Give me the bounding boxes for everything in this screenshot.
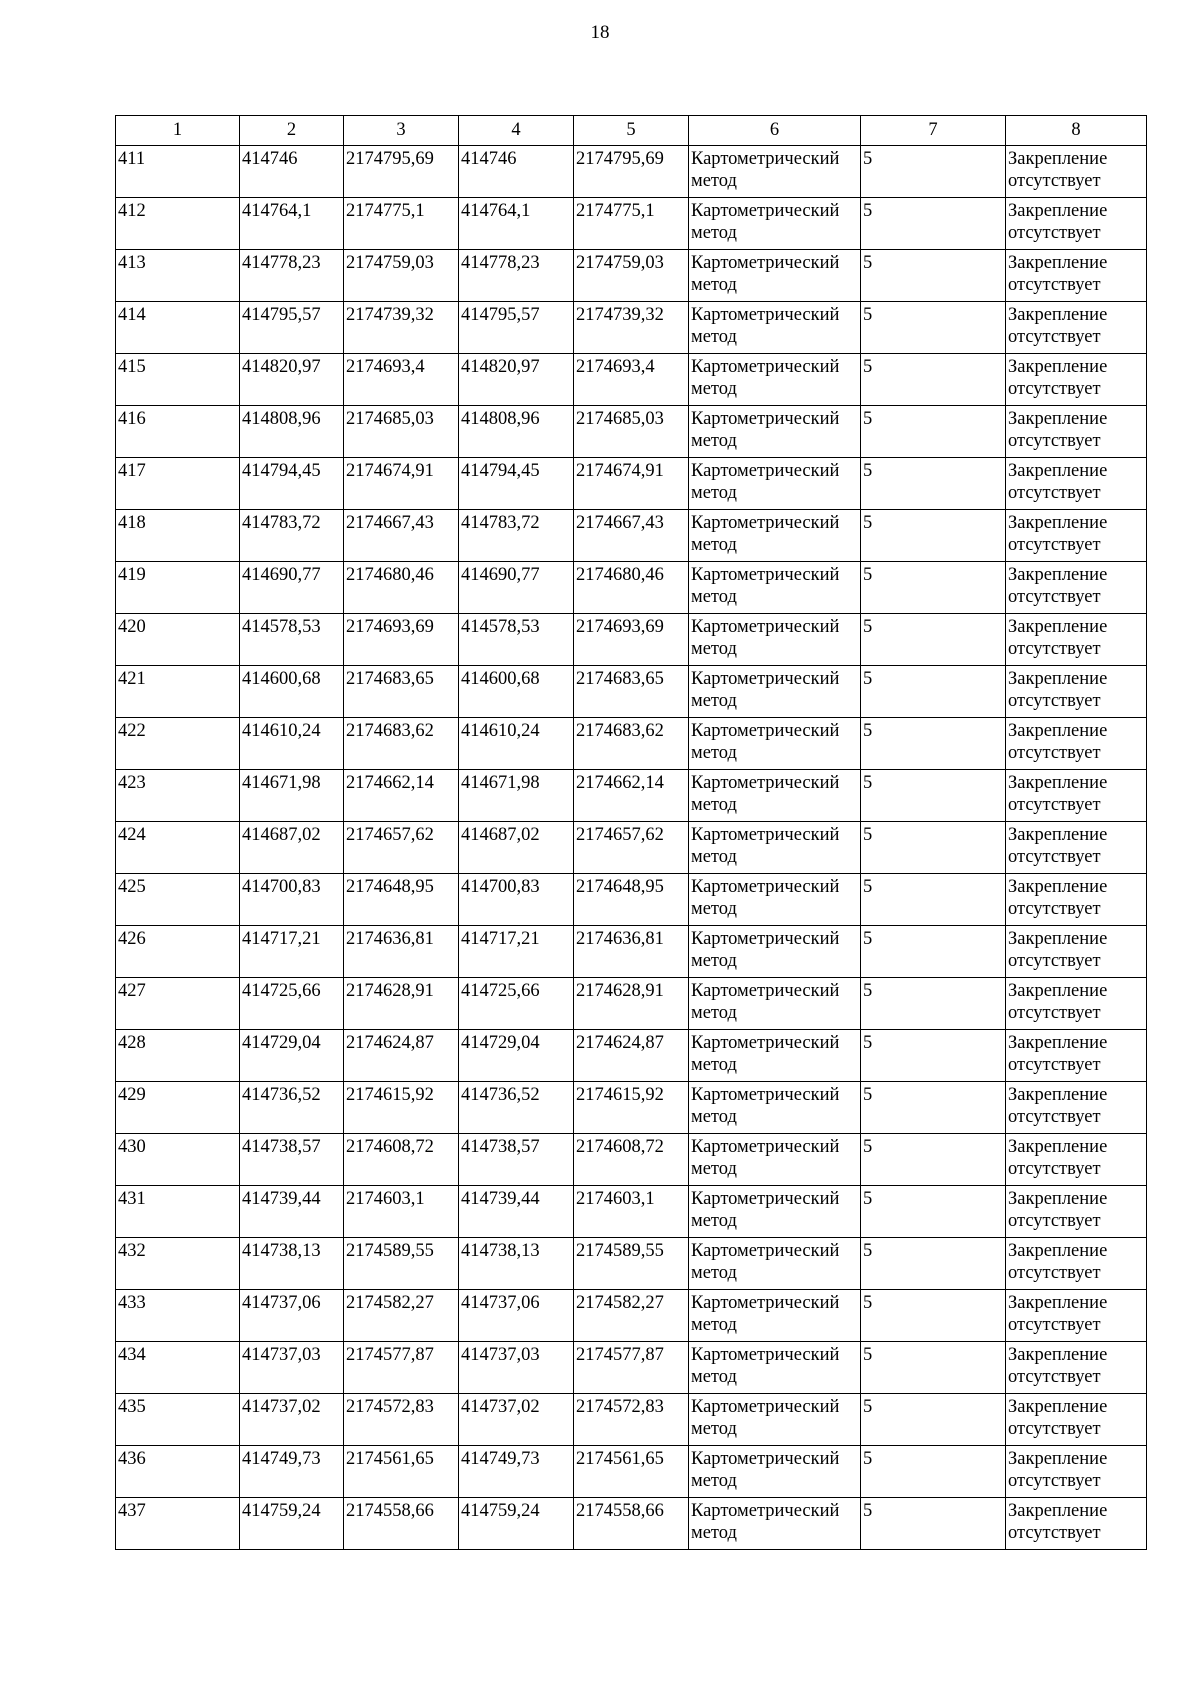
cell-y-coordinate: 2174739,32	[344, 302, 459, 354]
cell-y-coordinate: 2174603,1	[344, 1186, 459, 1238]
cell-x-coordinate-2: 414578,53	[459, 614, 574, 666]
cell-y-coordinate: 2174582,27	[344, 1290, 459, 1342]
cell-x-coordinate: 414687,02	[240, 822, 344, 874]
table-row	[116, 614, 1147, 666]
table-row	[116, 1030, 1147, 1082]
cell-point-number: 419	[116, 562, 240, 614]
cell-x-coordinate: 414794,45	[240, 458, 344, 510]
cell-fixing-description: Закрепление отсутствует	[1006, 718, 1147, 770]
cell-y-coordinate-2: 2174759,03	[574, 250, 689, 302]
cell-x-coordinate-2: 414671,98	[459, 770, 574, 822]
cell-y-coordinate-2: 2174775,1	[574, 198, 689, 250]
table-row	[116, 822, 1147, 874]
cell-y-coordinate-2: 2174657,62	[574, 822, 689, 874]
cell-x-coordinate: 414737,02	[240, 1394, 344, 1446]
cell-accuracy: 5	[861, 718, 1006, 770]
cell-accuracy: 5	[861, 354, 1006, 406]
cell-accuracy: 5	[861, 1498, 1006, 1550]
cell-x-coordinate-2: 414820,97	[459, 354, 574, 406]
cell-accuracy: 5	[861, 562, 1006, 614]
cell-point-number: 436	[116, 1446, 240, 1498]
cell-fixing-description: Закрепление отсутствует	[1006, 250, 1147, 302]
cell-accuracy: 5	[861, 1030, 1006, 1082]
cell-point-number: 411	[116, 146, 240, 198]
cell-y-coordinate-2: 2174674,91	[574, 458, 689, 510]
cell-y-coordinate: 2174615,92	[344, 1082, 459, 1134]
cell-y-coordinate-2: 2174608,72	[574, 1134, 689, 1186]
cell-point-number: 415	[116, 354, 240, 406]
cell-fixing-description: Закрепление отсутствует	[1006, 770, 1147, 822]
cell-x-coordinate: 414736,52	[240, 1082, 344, 1134]
cell-x-coordinate: 414717,21	[240, 926, 344, 978]
cell-point-number: 423	[116, 770, 240, 822]
cell-y-coordinate-2: 2174582,27	[574, 1290, 689, 1342]
cell-y-coordinate: 2174657,62	[344, 822, 459, 874]
cell-y-coordinate: 2174628,91	[344, 978, 459, 1030]
cell-y-coordinate: 2174683,65	[344, 666, 459, 718]
cell-point-number: 433	[116, 1290, 240, 1342]
cell-x-coordinate-2: 414808,96	[459, 406, 574, 458]
cell-fixing-description: Закрепление отсутствует	[1006, 1030, 1147, 1082]
cell-method: Картометрический метод	[689, 406, 861, 458]
table-row	[116, 1342, 1147, 1394]
cell-y-coordinate-2: 2174662,14	[574, 770, 689, 822]
cell-fixing-description: Закрепление отсутствует	[1006, 354, 1147, 406]
cell-x-coordinate: 414610,24	[240, 718, 344, 770]
cell-accuracy: 5	[861, 1342, 1006, 1394]
cell-fixing-description: Закрепление отсутствует	[1006, 1186, 1147, 1238]
cell-y-coordinate-2: 2174628,91	[574, 978, 689, 1030]
cell-fixing-description: Закрепление отсутствует	[1006, 1446, 1147, 1498]
cell-x-coordinate-2: 414736,52	[459, 1082, 574, 1134]
table-row	[116, 978, 1147, 1030]
cell-y-coordinate-2: 2174572,83	[574, 1394, 689, 1446]
cell-method: Картометрический метод	[689, 770, 861, 822]
table-row	[116, 458, 1147, 510]
cell-accuracy: 5	[861, 1394, 1006, 1446]
cell-x-coordinate-2: 414783,72	[459, 510, 574, 562]
cell-point-number: 420	[116, 614, 240, 666]
cell-x-coordinate-2: 414737,03	[459, 1342, 574, 1394]
cell-y-coordinate-2: 2174558,66	[574, 1498, 689, 1550]
cell-x-coordinate-2: 414600,68	[459, 666, 574, 718]
table-header-row	[116, 116, 1147, 146]
cell-y-coordinate: 2174636,81	[344, 926, 459, 978]
table-row	[116, 666, 1147, 718]
cell-method: Картометрический метод	[689, 302, 861, 354]
cell-y-coordinate-2: 2174795,69	[574, 146, 689, 198]
coordinates-table	[115, 115, 1147, 1550]
cell-accuracy: 5	[861, 926, 1006, 978]
cell-fixing-description: Закрепление отсутствует	[1006, 1498, 1147, 1550]
cell-method: Картометрический метод	[689, 354, 861, 406]
cell-y-coordinate: 2174558,66	[344, 1498, 459, 1550]
cell-fixing-description: Закрепление отсутствует	[1006, 302, 1147, 354]
cell-x-coordinate-2: 414746	[459, 146, 574, 198]
cell-fixing-description: Закрепление отсутствует	[1006, 926, 1147, 978]
cell-point-number: 418	[116, 510, 240, 562]
cell-x-coordinate: 414690,77	[240, 562, 344, 614]
cell-y-coordinate: 2174795,69	[344, 146, 459, 198]
table-row	[116, 1446, 1147, 1498]
cell-y-coordinate-2: 2174683,62	[574, 718, 689, 770]
column-header-7: 7	[861, 116, 1006, 146]
cell-y-coordinate-2: 2174561,65	[574, 1446, 689, 1498]
table-row	[116, 1186, 1147, 1238]
cell-point-number: 435	[116, 1394, 240, 1446]
cell-y-coordinate: 2174624,87	[344, 1030, 459, 1082]
cell-accuracy: 5	[861, 978, 1006, 1030]
cell-point-number: 421	[116, 666, 240, 718]
cell-point-number: 430	[116, 1134, 240, 1186]
cell-x-coordinate-2: 414778,23	[459, 250, 574, 302]
cell-method: Картометрический метод	[689, 458, 861, 510]
table-row	[116, 562, 1147, 614]
cell-y-coordinate: 2174589,55	[344, 1238, 459, 1290]
cell-point-number: 424	[116, 822, 240, 874]
table-row	[116, 1238, 1147, 1290]
cell-fixing-description: Закрепление отсутствует	[1006, 146, 1147, 198]
cell-y-coordinate-2: 2174589,55	[574, 1238, 689, 1290]
cell-accuracy: 5	[861, 1290, 1006, 1342]
cell-x-coordinate: 414738,57	[240, 1134, 344, 1186]
table-row	[116, 302, 1147, 354]
cell-fixing-description: Закрепление отсутствует	[1006, 822, 1147, 874]
table-row	[116, 770, 1147, 822]
cell-y-coordinate: 2174685,03	[344, 406, 459, 458]
cell-accuracy: 5	[861, 666, 1006, 718]
cell-y-coordinate-2: 2174603,1	[574, 1186, 689, 1238]
cell-x-coordinate-2: 414795,57	[459, 302, 574, 354]
cell-method: Картометрический метод	[689, 1238, 861, 1290]
column-header-5: 5	[574, 116, 689, 146]
cell-x-coordinate: 414764,1	[240, 198, 344, 250]
cell-fixing-description: Закрепление отсутствует	[1006, 666, 1147, 718]
table-row	[116, 354, 1147, 406]
cell-point-number: 432	[116, 1238, 240, 1290]
cell-method: Картометрический метод	[689, 250, 861, 302]
cell-x-coordinate-2: 414737,06	[459, 1290, 574, 1342]
cell-accuracy: 5	[861, 874, 1006, 926]
cell-x-coordinate: 414700,83	[240, 874, 344, 926]
cell-method: Картометрический метод	[689, 1342, 861, 1394]
cell-method: Картометрический метод	[689, 562, 861, 614]
cell-point-number: 429	[116, 1082, 240, 1134]
table-row	[116, 1082, 1147, 1134]
cell-y-coordinate: 2174667,43	[344, 510, 459, 562]
table-row	[116, 1290, 1147, 1342]
cell-x-coordinate-2: 414729,04	[459, 1030, 574, 1082]
cell-fixing-description: Закрепление отсутствует	[1006, 458, 1147, 510]
cell-fixing-description: Закрепление отсутствует	[1006, 1082, 1147, 1134]
cell-y-coordinate-2: 2174685,03	[574, 406, 689, 458]
cell-y-coordinate: 2174577,87	[344, 1342, 459, 1394]
column-header-2: 2	[240, 116, 344, 146]
table-row	[116, 718, 1147, 770]
table-row	[116, 874, 1147, 926]
cell-x-coordinate-2: 414717,21	[459, 926, 574, 978]
cell-y-coordinate: 2174648,95	[344, 874, 459, 926]
table-row	[116, 926, 1147, 978]
cell-y-coordinate-2: 2174693,69	[574, 614, 689, 666]
cell-method: Картометрический метод	[689, 666, 861, 718]
cell-x-coordinate: 414783,72	[240, 510, 344, 562]
cell-fixing-description: Закрепление отсутствует	[1006, 1238, 1147, 1290]
cell-accuracy: 5	[861, 302, 1006, 354]
cell-accuracy: 5	[861, 1082, 1006, 1134]
cell-point-number: 425	[116, 874, 240, 926]
cell-y-coordinate-2: 2174624,87	[574, 1030, 689, 1082]
cell-fixing-description: Закрепление отсутствует	[1006, 406, 1147, 458]
cell-x-coordinate-2: 414738,57	[459, 1134, 574, 1186]
page-number: 18	[590, 22, 610, 43]
cell-y-coordinate-2: 2174615,92	[574, 1082, 689, 1134]
cell-x-coordinate: 414746	[240, 146, 344, 198]
table-row	[116, 1394, 1147, 1446]
cell-y-coordinate-2: 2174636,81	[574, 926, 689, 978]
cell-y-coordinate: 2174693,4	[344, 354, 459, 406]
cell-point-number: 416	[116, 406, 240, 458]
cell-fixing-description: Закрепление отсутствует	[1006, 1134, 1147, 1186]
cell-fixing-description: Закрепление отсутствует	[1006, 614, 1147, 666]
cell-x-coordinate-2: 414738,13	[459, 1238, 574, 1290]
cell-fixing-description: Закрепление отсутствует	[1006, 198, 1147, 250]
cell-point-number: 422	[116, 718, 240, 770]
cell-point-number: 413	[116, 250, 240, 302]
cell-method: Картометрический метод	[689, 510, 861, 562]
column-header-3: 3	[344, 116, 459, 146]
cell-y-coordinate-2: 2174648,95	[574, 874, 689, 926]
cell-x-coordinate: 414808,96	[240, 406, 344, 458]
table-row	[116, 250, 1147, 302]
cell-x-coordinate-2: 414690,77	[459, 562, 574, 614]
cell-method: Картометрический метод	[689, 1186, 861, 1238]
cell-method: Картометрический метод	[689, 1394, 861, 1446]
cell-y-coordinate-2: 2174577,87	[574, 1342, 689, 1394]
cell-method: Картометрический метод	[689, 1446, 861, 1498]
cell-point-number: 417	[116, 458, 240, 510]
cell-x-coordinate: 414759,24	[240, 1498, 344, 1550]
cell-y-coordinate-2: 2174739,32	[574, 302, 689, 354]
column-header-1: 1	[116, 116, 240, 146]
cell-y-coordinate: 2174608,72	[344, 1134, 459, 1186]
cell-point-number: 437	[116, 1498, 240, 1550]
cell-method: Картометрический метод	[689, 978, 861, 1030]
cell-x-coordinate-2: 414794,45	[459, 458, 574, 510]
cell-x-coordinate: 414600,68	[240, 666, 344, 718]
cell-accuracy: 5	[861, 614, 1006, 666]
cell-point-number: 434	[116, 1342, 240, 1394]
column-header-6: 6	[689, 116, 861, 146]
cell-method: Картометрический метод	[689, 718, 861, 770]
cell-y-coordinate: 2174693,69	[344, 614, 459, 666]
cell-accuracy: 5	[861, 198, 1006, 250]
cell-accuracy: 5	[861, 1134, 1006, 1186]
cell-method: Картометрический метод	[689, 874, 861, 926]
cell-fixing-description: Закрепление отсутствует	[1006, 1394, 1147, 1446]
cell-x-coordinate-2: 414759,24	[459, 1498, 574, 1550]
cell-x-coordinate-2: 414725,66	[459, 978, 574, 1030]
cell-x-coordinate: 414749,73	[240, 1446, 344, 1498]
table-row	[116, 198, 1147, 250]
cell-y-coordinate-2: 2174683,65	[574, 666, 689, 718]
cell-point-number: 428	[116, 1030, 240, 1082]
cell-x-coordinate: 414729,04	[240, 1030, 344, 1082]
cell-y-coordinate-2: 2174667,43	[574, 510, 689, 562]
cell-fixing-description: Закрепление отсутствует	[1006, 562, 1147, 614]
cell-accuracy: 5	[861, 822, 1006, 874]
cell-y-coordinate: 2174662,14	[344, 770, 459, 822]
cell-method: Картометрический метод	[689, 1030, 861, 1082]
cell-method: Картометрический метод	[689, 1498, 861, 1550]
cell-method: Картометрический метод	[689, 1082, 861, 1134]
cell-method: Картометрический метод	[689, 198, 861, 250]
cell-x-coordinate-2: 414700,83	[459, 874, 574, 926]
cell-fixing-description: Закрепление отсутствует	[1006, 874, 1147, 926]
column-header-8: 8	[1006, 116, 1147, 146]
cell-x-coordinate-2: 414739,44	[459, 1186, 574, 1238]
cell-accuracy: 5	[861, 146, 1006, 198]
cell-point-number: 414	[116, 302, 240, 354]
cell-y-coordinate-2: 2174693,4	[574, 354, 689, 406]
cell-fixing-description: Закрепление отсутствует	[1006, 1342, 1147, 1394]
cell-accuracy: 5	[861, 1446, 1006, 1498]
cell-y-coordinate-2: 2174680,46	[574, 562, 689, 614]
cell-fixing-description: Закрепление отсутствует	[1006, 1290, 1147, 1342]
cell-x-coordinate-2: 414610,24	[459, 718, 574, 770]
cell-accuracy: 5	[861, 1238, 1006, 1290]
cell-point-number: 431	[116, 1186, 240, 1238]
cell-x-coordinate-2: 414764,1	[459, 198, 574, 250]
cell-accuracy: 5	[861, 510, 1006, 562]
cell-y-coordinate: 2174775,1	[344, 198, 459, 250]
cell-x-coordinate: 414737,03	[240, 1342, 344, 1394]
table-row	[116, 146, 1147, 198]
cell-method: Картометрический метод	[689, 146, 861, 198]
table-row	[116, 1498, 1147, 1550]
table-row	[116, 510, 1147, 562]
table-body	[116, 146, 1147, 1550]
cell-accuracy: 5	[861, 458, 1006, 510]
cell-x-coordinate: 414738,13	[240, 1238, 344, 1290]
table-row	[116, 1134, 1147, 1186]
cell-accuracy: 5	[861, 1186, 1006, 1238]
cell-x-coordinate: 414795,57	[240, 302, 344, 354]
cell-x-coordinate-2: 414749,73	[459, 1446, 574, 1498]
cell-fixing-description: Закрепление отсутствует	[1006, 510, 1147, 562]
cell-accuracy: 5	[861, 770, 1006, 822]
cell-x-coordinate: 414820,97	[240, 354, 344, 406]
cell-x-coordinate: 414739,44	[240, 1186, 344, 1238]
cell-x-coordinate: 414737,06	[240, 1290, 344, 1342]
table-row	[116, 406, 1147, 458]
cell-y-coordinate: 2174683,62	[344, 718, 459, 770]
cell-x-coordinate-2: 414687,02	[459, 822, 574, 874]
cell-method: Картометрический метод	[689, 1290, 861, 1342]
cell-y-coordinate: 2174680,46	[344, 562, 459, 614]
cell-point-number: 426	[116, 926, 240, 978]
cell-accuracy: 5	[861, 250, 1006, 302]
cell-point-number: 427	[116, 978, 240, 1030]
cell-fixing-description: Закрепление отсутствует	[1006, 978, 1147, 1030]
cell-y-coordinate: 2174674,91	[344, 458, 459, 510]
cell-x-coordinate: 414671,98	[240, 770, 344, 822]
cell-method: Картометрический метод	[689, 926, 861, 978]
cell-method: Картометрический метод	[689, 822, 861, 874]
cell-point-number: 412	[116, 198, 240, 250]
cell-method: Картометрический метод	[689, 1134, 861, 1186]
cell-y-coordinate: 2174561,65	[344, 1446, 459, 1498]
cell-x-coordinate: 414778,23	[240, 250, 344, 302]
cell-x-coordinate: 414725,66	[240, 978, 344, 1030]
column-header-4: 4	[459, 116, 574, 146]
cell-x-coordinate-2: 414737,02	[459, 1394, 574, 1446]
cell-y-coordinate: 2174759,03	[344, 250, 459, 302]
cell-y-coordinate: 2174572,83	[344, 1394, 459, 1446]
cell-method: Картометрический метод	[689, 614, 861, 666]
cell-accuracy: 5	[861, 406, 1006, 458]
cell-x-coordinate: 414578,53	[240, 614, 344, 666]
